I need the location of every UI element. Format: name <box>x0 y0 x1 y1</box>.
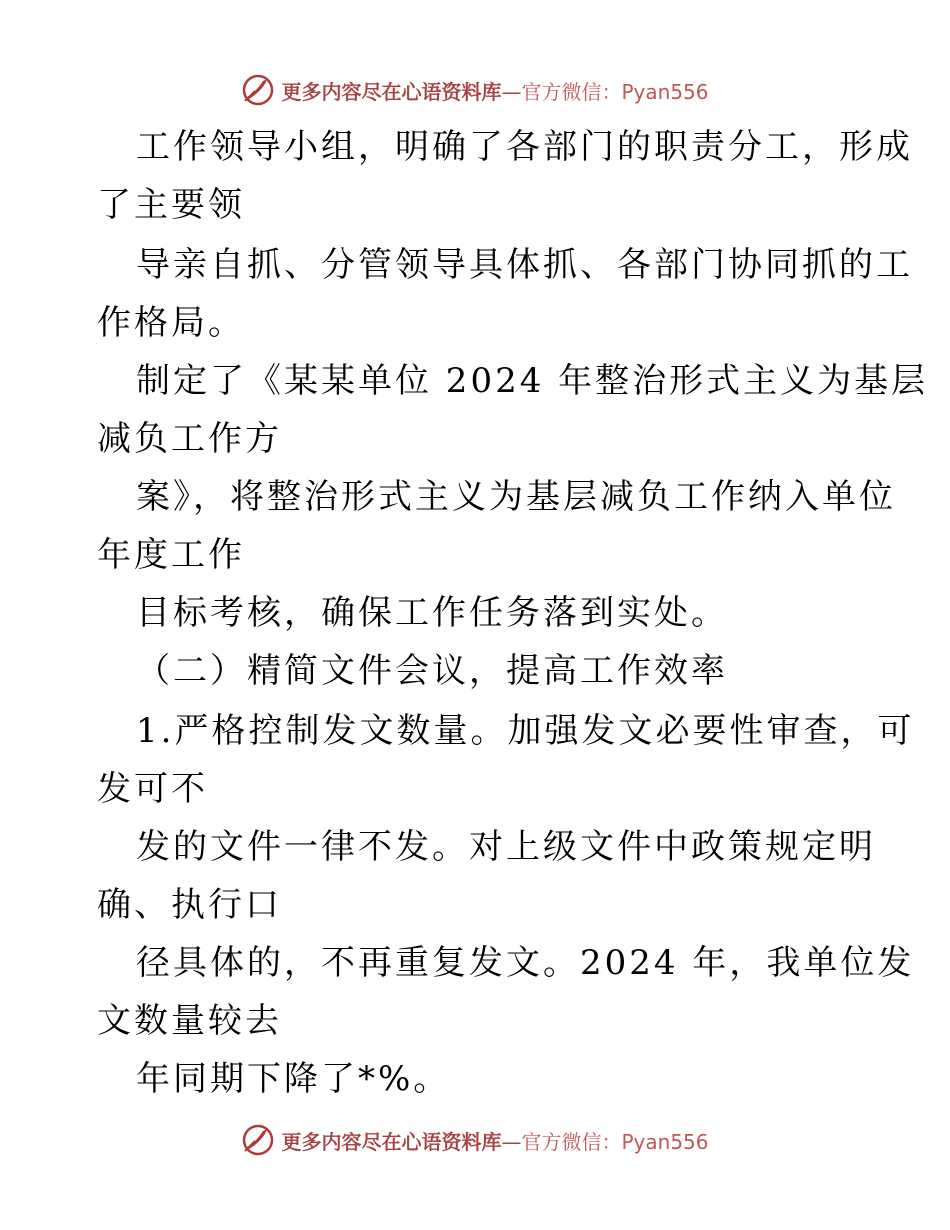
paragraph-line: 年度工作 <box>97 535 245 575</box>
banner-official-label: 官方微信： <box>521 1129 622 1154</box>
section-heading: （二）精简文件会议，提高工作效率 <box>136 651 728 691</box>
banner-brand-text: 更多内容尽在心语资料库 <box>281 1129 502 1154</box>
banner-dash: — <box>501 79 522 104</box>
paragraph-line: 确、执行口 <box>97 885 282 925</box>
banner-wechat-id: Pyan556 <box>621 1129 709 1154</box>
paragraph-line: 径具体的，不再重复发文。2024 年，我单位发 <box>136 943 915 983</box>
paragraph-line: 制定了《某某单位 2024 年整治形式主义为基层 <box>136 361 929 401</box>
paragraph-line: 导亲自抓、分管领导具体抓、各部门协同抓的工 <box>136 245 913 285</box>
paragraph-line: 了主要领 <box>97 185 245 225</box>
paragraph-line: 案》，将整治形式主义为基层减负工作纳入单位 <box>136 477 896 517</box>
paragraph-line: 工作领导小组，明确了各部门的职责分工，形成 <box>136 127 913 167</box>
paragraph-line: 发的文件一律不发。对上级文件中政策规定明 <box>136 827 876 867</box>
banner-brand-text: 更多内容尽在心语资料库 <box>281 79 502 104</box>
paragraph-line: 目标考核，确保工作任务落到实处。 <box>136 593 728 633</box>
banner-dash: — <box>501 1129 522 1154</box>
paragraph-line: 文数量较去 <box>97 1001 282 1041</box>
paragraph-line: 发可不 <box>97 769 208 809</box>
header-banner <box>0 70 950 110</box>
paragraph-line: 作格局。 <box>97 303 245 343</box>
paragraph-line: 减负工作方 <box>97 419 282 459</box>
banner-official-label: 官方微信： <box>521 79 622 104</box>
banner-wechat-id: Pyan556 <box>621 79 709 104</box>
quill-pen-logo-icon <box>241 1123 275 1157</box>
quill-pen-logo-icon <box>241 73 275 107</box>
footer-banner <box>0 1120 950 1160</box>
paragraph-line: 年同期下降了*%。 <box>136 1059 451 1099</box>
paragraph-line: 1.严格控制发文数量。加强发文必要性审查，可 <box>136 711 915 751</box>
